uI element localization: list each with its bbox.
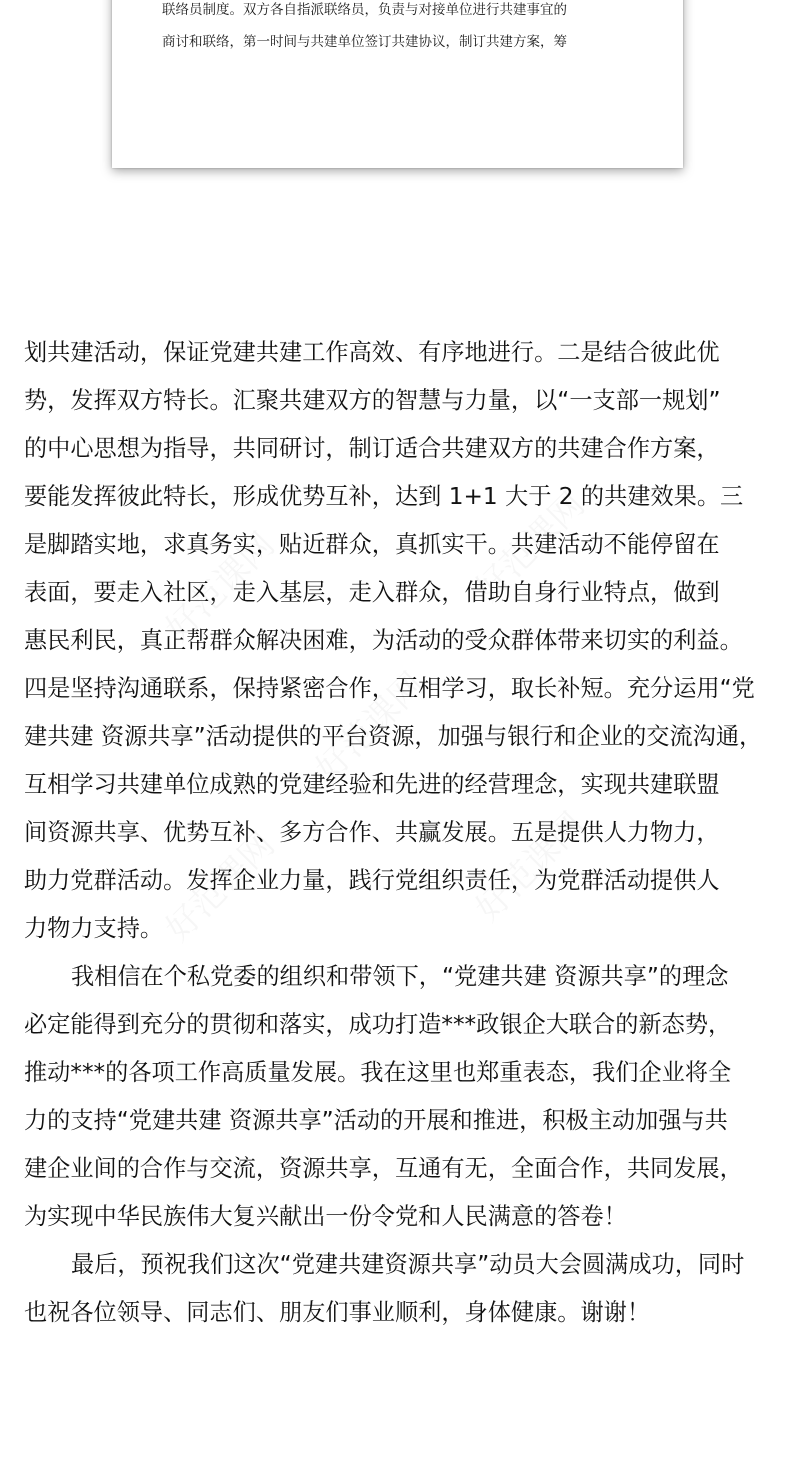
- text-line: 表面，要走入社区，走入基层，走入群众，借助自身行业特点，做到: [24, 579, 720, 606]
- paragraph-first-line: 我相信在个私党委的组织和带领下，“党建共建 资源共享”的理念: [71, 963, 729, 990]
- text-line: 力的支持“党建共建 资源共享”活动的开展和推进，积极主动加强与共: [24, 1107, 728, 1134]
- text-line: 为实现中华民族伟大复兴献出一份令党和人民满意的答卷！: [24, 1203, 627, 1230]
- text-line: 互相学习共建单位成熟的党建经验和先进的经营理念，实现共建联盟: [24, 771, 720, 798]
- preview-line: 商讨和联络，第一时间与共建单位签订共建协议，制订共建方案，筹: [162, 34, 567, 50]
- text-line: 要能发挥彼此特长，形成优势互补，达到 1+1 大于 2 的共建效果。三: [24, 483, 744, 510]
- document-preview-card: [112, 0, 683, 168]
- text-line: 的中心思想为指导，共同研讨，制订适合共建双方的共建合作方案，: [24, 435, 720, 462]
- paragraph-first-line: 最后，预祝我们这次“党建共建资源共享”动员大会圆满成功，同时: [71, 1251, 745, 1278]
- text-line: 惠民利民，真正帮群众解决困难，为活动的受众群体带来切实的利益。: [24, 627, 743, 654]
- text-line: 间资源共享、优势互补、多方合作、共赢发展。五是提供人力物力，: [24, 819, 720, 846]
- text-line: 也祝各位领导、同志们、朋友们事业顺利，身体健康。谢谢！: [24, 1299, 651, 1326]
- text-line: 必定能得到充分的贯彻和落实，成功打造***政银企大联合的新态势，: [24, 1011, 732, 1038]
- text-line: 势，发挥双方特长。汇聚共建双方的智慧与力量，以“一支部一规划”: [24, 387, 721, 414]
- text-line: 是脚踏实地，求真务实，贴近群众，真抓实干。共建活动不能停留在: [24, 531, 720, 558]
- text-line: 助力党群活动。发挥企业力量，践行党组织责任，为党群活动提供人: [24, 867, 720, 894]
- document-body: [24, 333, 776, 1341]
- text-line: 划共建活动，保证党建共建工作高效、有序地进行。二是结合彼此优: [24, 339, 720, 366]
- text-line: 力物力支持。: [24, 915, 164, 942]
- preview-line: 联络员制度。双方各自指派联络员，负责与对接单位进行共建事宜的: [162, 2, 567, 18]
- text-line: 推动***的各项工作高质量发展。我在这里也郑重表态，我们企业将全: [24, 1059, 732, 1086]
- text-line: 建企业间的合作与交流，资源共享，互通有无，全面合作，共同发展，: [24, 1155, 743, 1182]
- text-line: 四是坚持沟通联系，保持紧密合作，互相学习，取长补短。充分运用“党: [24, 675, 755, 702]
- text-line: 建共建 资源共享”活动提供的平台资源，加强与银行和企业的交流沟通，: [24, 723, 763, 750]
